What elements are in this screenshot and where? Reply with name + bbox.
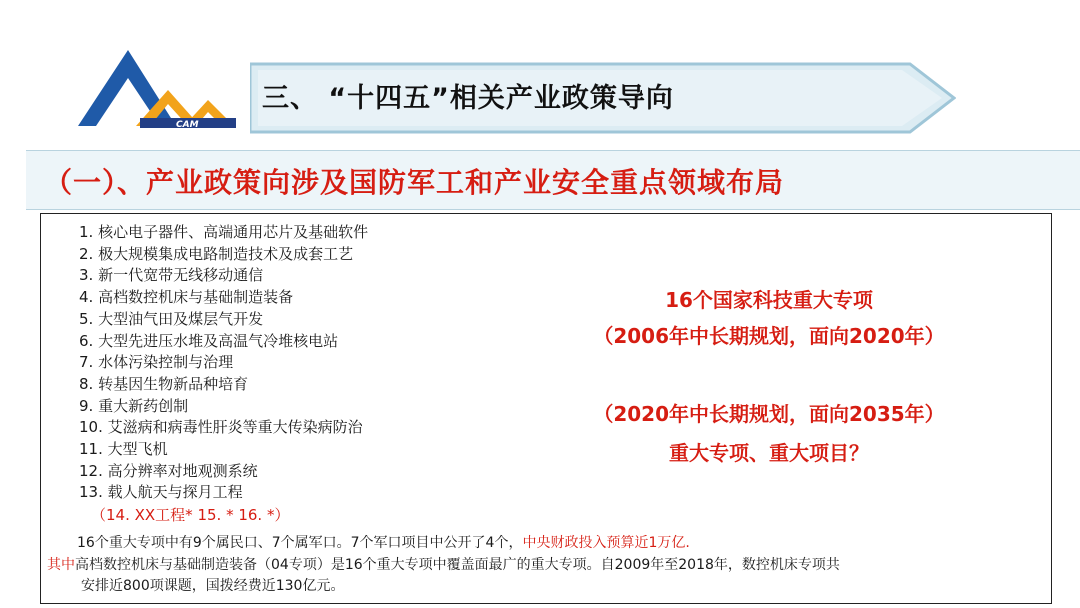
- list-item: 1. 核心电子器件、高端通用芯片及基础软件: [79, 223, 369, 241]
- content-box: [40, 213, 1052, 604]
- list-item: 7. 水体污染控制与治理: [79, 353, 234, 372]
- cam-logo: [76, 46, 246, 132]
- list-item: 12. 高分辨率对地观测系统: [79, 461, 258, 480]
- section-title: 三、 “十四五”相关产业政策导向: [262, 83, 674, 114]
- highlight-plan-2006: （2006年中长期规划，面向2020年）: [593, 324, 945, 348]
- note2-text: 高档数控机床与基础制造装备（04专项）是16个重大专项中覆盖面最广的重大专项。自2009年至2018年，数控机床专项共: [75, 557, 840, 573]
- note2-line2: 安排近800项课题，国拨经费近130亿元。: [81, 578, 345, 594]
- list-item: 3. 新一代宽带无线移动通信: [79, 266, 264, 285]
- list-item: 13. 载人航天与探月工程: [79, 483, 243, 502]
- list-item: 10. 艾滋病和病毒性肝炎等重大传染病防治: [79, 418, 363, 437]
- note-military-civil: [77, 532, 690, 552]
- highlight-plan-2020: （2020年中长期规划，面向2035年）: [593, 402, 945, 426]
- section-banner: [250, 62, 956, 134]
- list-item: 6. 大型先进压水堆及高温气冷堆核电站: [79, 331, 339, 350]
- note2-prefix: 其中: [47, 557, 75, 573]
- note-04-project: [47, 555, 1047, 597]
- highlight-title: 16个国家科技重大专项: [665, 288, 873, 312]
- list-item: 11. 大型飞机: [79, 440, 168, 459]
- project-extra: （14. XX工程* 15. * 16. *）: [91, 506, 290, 524]
- list-item: 9. 重大新药创制: [79, 396, 189, 415]
- subtitle-bar: [26, 150, 1080, 210]
- highlight-question: 重大专项、重大项目？: [669, 441, 869, 465]
- cam-logo-graphic: [76, 46, 246, 132]
- list-item: 8. 转基因生物新品种培育: [79, 374, 249, 393]
- subtitle-text: （一）、产业政策向涉及国防军工和产业安全重点领域布局: [44, 166, 785, 199]
- list-item: 2. 极大规模集成电路制造技术及成套工艺: [79, 244, 354, 263]
- list-item: 4. 高档数控机床与基础制造装备: [79, 288, 294, 307]
- note1-budget: 中央财政投入预算近1万亿.: [522, 535, 690, 551]
- project-list: [79, 222, 368, 504]
- list-item: 5. 大型油气田及煤层气开发: [79, 309, 264, 328]
- note1-text: 16个重大专项中有9个属民口、7个属军口。7个军口项目中公开了4个，: [77, 535, 523, 551]
- logo-text: CAM: [176, 120, 199, 130]
